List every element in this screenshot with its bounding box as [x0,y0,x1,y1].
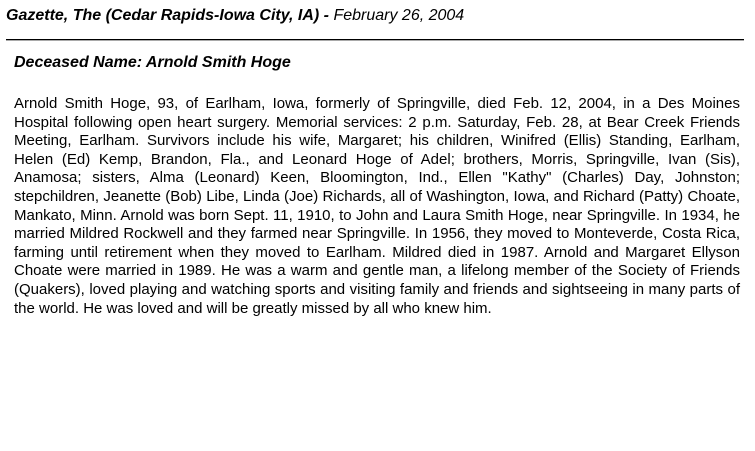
header-divider [6,39,744,41]
publication-name: Gazette, The (Cedar Rapids-Iowa City, IA) [6,7,320,24]
header-separator: - [319,7,334,24]
publication-date: February 26, 2004 [333,7,465,24]
publication-header [6,6,464,26]
obituary-text: Arnold Smith Hoge, 93, of Earlham, Iowa, formerly of Springville, died Feb. 12, 2004, in a Des Moines Hospital following open heart surgery. Memorial services: 2 p.m. Saturday, Feb. 28, at Bear Creek Friends Meeting, Earlham. Survivors include his wife, Margaret; his children, Winifred (Ellis) Standing, Earlham, Helen (Ed) Kemp, Brandon, Fla., and Leonard Hoge of Adel; brothers, Morris, Springville, Ivan (Sis), Anamosa; sisters, Alma (Leonard) Keen, Bloomington, Ind., Ellen "Kathy" (Charles) Day, Johnston; stepchildren, Jeanette (Bob) Libe, Linda (Joe) Richards, all of Washington, Iowa, and Richard (Patty) Choate, Mankato, Minn. Arnold was born Sept. 11, 1910, to John and Laura Smith Hoge, near Springville. In 1934, he married Mildred Rockwell and they farmed near Springville. In 1956, they moved to Monteverde, Costa Rica, farming until retirement when they moved to Earlham. Mildred died in 1987. Arnold and Margaret Ellyson Choate were married in 1989. He was a warm and gentle man, a lifelong member of the Society of Friends (Quakers), loved playing and watching sports and visiting family and friends and sightseeing in many parts of the world. He was loved and will be greatly missed by all who knew him. [14,95,740,317]
deceased-name-heading: Deceased Name: Arnold Smith Hoge [14,54,291,71]
